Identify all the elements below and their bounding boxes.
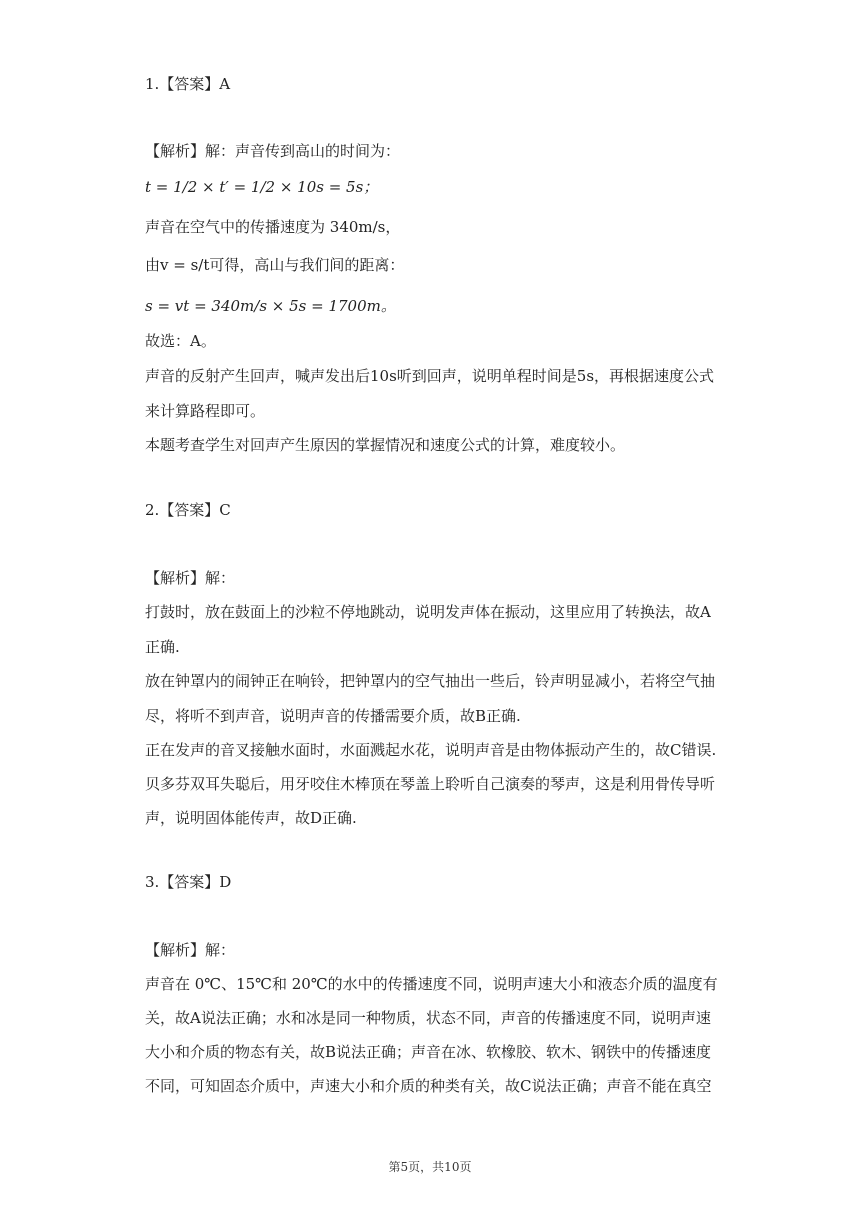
analysis-line: 尽，将听不到声音，说明声音的传播需要介质，故B正确. (145, 707, 521, 725)
analysis-line: 【解析】解：声音传到高山的时间为： (145, 142, 401, 160)
page-footer: 第5页，共10页 (388, 1160, 472, 1174)
analysis-line: 不同，可知固态介质中，声速大小和介质的种类有关，故C说法正确；声音不能在真空 (145, 1077, 712, 1095)
analysis-line: 放在钟罩内的闹钟正在响铃，把钟罩内的空气抽出一些后，铃声明显减小，若将空气抽 (145, 672, 716, 690)
analysis-line: 大小和介质的物态有关，故B说法正确；声音在冰、软橡胶、软木、钢铁中的传播速度 (145, 1043, 712, 1061)
analysis-line: 本题考查学生对回声产生原因的掌握情况和速度公式的计算，难度较小。 (145, 436, 626, 454)
analysis-line: 声，说明固体能传声，故D正确. (145, 809, 357, 827)
analysis-line: 由v = s/t可得，高山与我们间的距离： (145, 256, 405, 274)
analysis-line: 声音的反射产生回声，喊声发出后10s听到回声，说明单程时间是5s，再根据速度公式 (145, 367, 715, 385)
analysis-line: 声音在 0℃、15℃和 20℃的水中的传播速度不同，说明声速大小和液态介质的温度有 (145, 975, 718, 993)
formula-line: s = vt = 340m/s × 5s = 1700m。 (145, 297, 396, 315)
answer-heading-2: 2.【答案】C (145, 501, 231, 519)
analysis-line: 【解析】解： (145, 941, 236, 959)
analysis-line: 声音在空气中的传播速度为 340m/s， (145, 218, 401, 236)
analysis-line: 正确. (145, 638, 180, 656)
formula-line: t = 1/2 × t′ = 1/2 × 10s = 5s； (145, 178, 379, 196)
analysis-line: 贝多芬双耳失聪后，用牙咬住木棒顶在琴盖上聆听自己演奏的琴声，这是利用骨传导听 (145, 775, 716, 793)
analysis-line: 来计算路程即可。 (145, 402, 266, 420)
analysis-line: 打鼓时，放在鼓面上的沙粒不停地跳动，说明发声体在振动，这里应用了转换法，故A (145, 603, 711, 621)
analysis-line: 正在发声的音叉接触水面时，水面溅起水花，说明声音是由物体振动产生的，故C错误. (145, 741, 717, 759)
analysis-line: 故选：A。 (145, 332, 216, 350)
answer-heading-3: 3.【答案】D (145, 873, 232, 891)
analysis-line: 关，故A说法正确；水和冰是同一种物质，状态不同，声音的传播速度不同，说明声速 (145, 1009, 711, 1027)
answer-heading-1: 1.【答案】A (145, 75, 231, 93)
analysis-line: 【解析】解： (145, 569, 236, 587)
